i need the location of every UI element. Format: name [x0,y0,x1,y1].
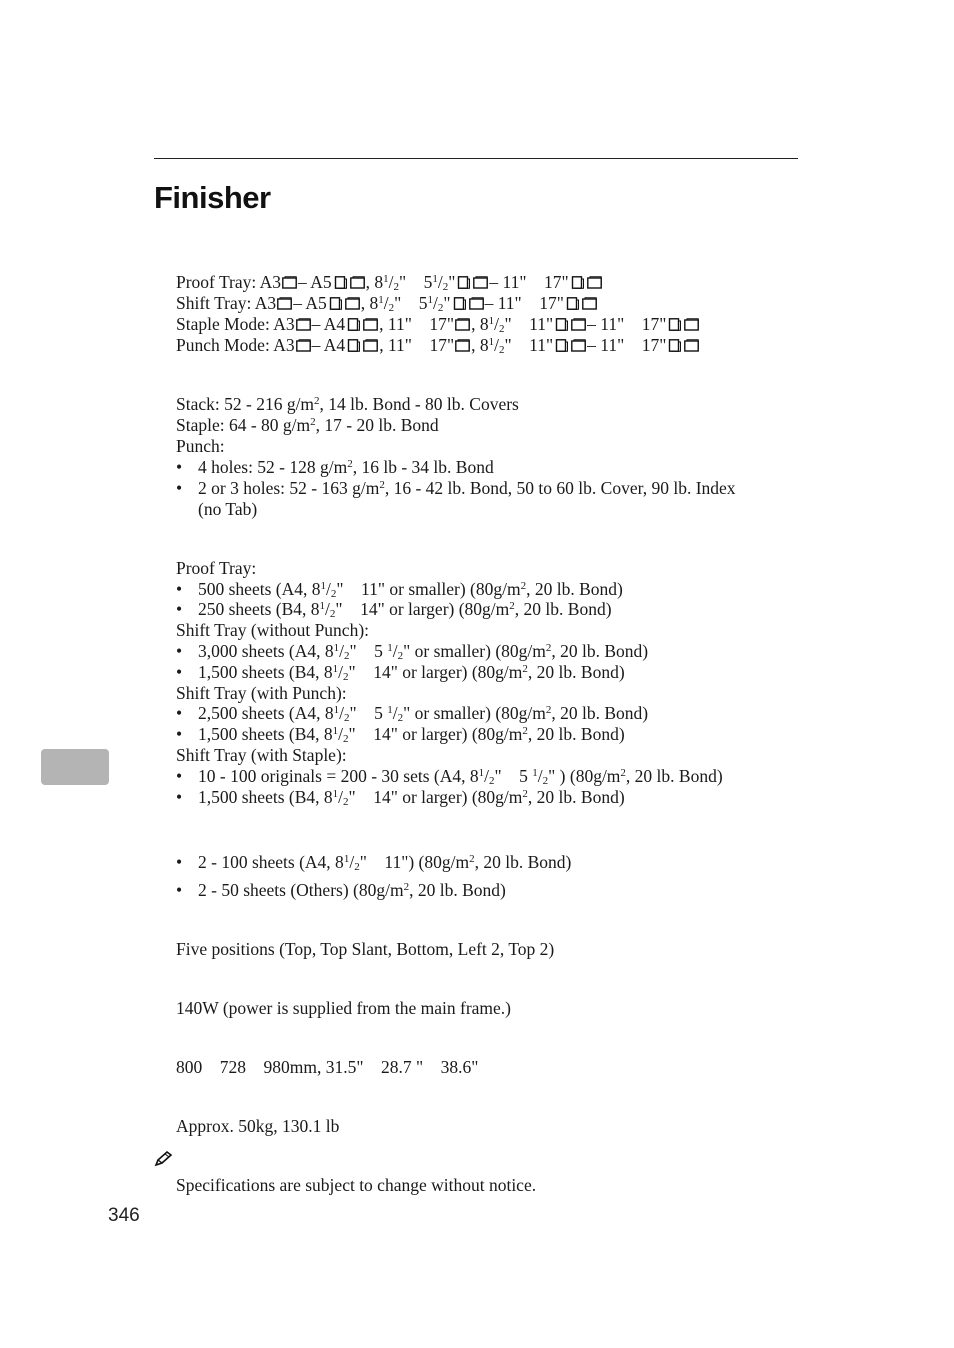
list-item: • 3,000 sheets (A4, $8^1/_2$" 5 $^1/_2$" or smaller) ($80g/m^2$, 20 lb. Bond) [176,641,649,662]
landscape-paper-icon [282,276,297,289]
page-title: Finisher [154,180,271,215]
list-item: • 10 - 100 originals = 200 - 30 sets (A4, $8^1/_2$" 5 $^1/_2$" ) ($80g/m^2$, 20 lb. Bond) [176,766,723,787]
capacity-shift-staple-label: Shift Tray (with Staple): [176,745,347,765]
landscape-paper-icon [363,339,378,352]
landscape-paper-icon [469,297,484,310]
capacity-shift-punch-label: Shift Tray (with Punch): [176,683,347,703]
landscape-paper-icon [277,297,292,310]
list-item: • 1,500 sheets (B4, $8^1/_2$" 14" or larger) ($80g/m^2$, 20 lb. Bond) [176,724,625,745]
weight-staple: Staple: 64 - 80 $g/m^2$, 17 - 20 lb. Bond [176,415,439,435]
list-item-continuation: (no Tab) [198,499,258,519]
portrait-paper-icon [667,339,682,352]
landscape-paper-icon [350,276,365,289]
paper-size-staple-mode: Staple Mode: A3 – A4 , 11" 17" , $8^1/_2$" 11" – 11" 17" [176,314,700,335]
landscape-paper-icon [296,339,311,352]
chapter-tab [41,749,109,785]
portrait-paper-icon [346,339,361,352]
landscape-paper-icon [684,318,699,331]
landscape-paper-icon [587,276,602,289]
landscape-paper-icon [363,318,378,331]
portrait-paper-icon [346,318,361,331]
portrait-paper-icon [667,318,682,331]
list-item: • 2 - 50 sheets (Others) ($80g/m^2$, 20 lb. Bond) [176,880,506,900]
portrait-paper-icon [554,318,569,331]
weight-punch-label: Punch: [176,436,225,456]
landscape-paper-icon [345,297,360,310]
header-rule [154,158,798,159]
landscape-paper-icon [571,339,586,352]
dimensions-text: 800 728 980mm, 31.5" 28.7 " 38.6" [176,1057,479,1077]
list-item: • 2,500 sheets (A4, $8^1/_2$" 5 $^1/_2$" or smaller) ($80g/m^2$, 20 lb. Bond) [176,703,649,724]
portrait-paper-icon [570,276,585,289]
list-item: • 2 - 100 sheets (A4, $8^1/_2$" 11") ($80g/m^2$, 20 lb. Bond) [176,852,572,873]
portrait-paper-icon [452,297,467,310]
capacity-shift-no-punch-label: Shift Tray (without Punch): [176,620,370,640]
list-item: • 1,500 sheets (B4, $8^1/_2$" 14" or larger) ($80g/m^2$, 20 lb. Bond) [176,662,625,683]
power-text: 140W (power is supplied from the main frame.) [176,998,512,1018]
capacity-proof-label: Proof Tray: [176,558,257,578]
staple-position-text: Five positions (Top, Top Slant, Bottom, Left 2, Top 2) [176,939,555,959]
portrait-paper-icon [456,276,471,289]
weight-text: Approx. 50kg, 130.1 lb [176,1116,340,1136]
landscape-paper-icon [296,318,311,331]
list-item: • 2 or 3 holes: 52 - 163 $g/m^2$, 16 - 42 lb. Bond, 50 to 60 lb. Cover, 90 lb. Index [176,478,736,498]
landscape-paper-icon [571,318,586,331]
paper-size-shift-tray: Shift Tray: A3 – A5 , $8^1/_2$" $5^1/_2$" – 11" 17" [176,293,598,314]
list-item: • 250 sheets (B4, $8^1/_2$" 14" or larger) ($80g/m^2$, 20 lb. Bond) [176,599,612,620]
landscape-paper-icon [455,318,470,331]
list-item: • 4 holes: 52 - 128 $g/m^2$, 16 lb - 34 lb. Bond [176,457,494,477]
list-item: • 500 sheets (A4, $8^1/_2$" 11" or smaller) ($80g/m^2$, 20 lb. Bond) [176,579,623,600]
paper-size-proof-tray: Proof Tray: A3 – A5 , $8^1/_2$" $5^1/_2$" – 11" 17" [176,272,603,293]
landscape-paper-icon [473,276,488,289]
landscape-paper-icon [455,339,470,352]
note-text: Specifications are subject to change without notice. [176,1175,537,1195]
landscape-paper-icon [684,339,699,352]
portrait-paper-icon [565,297,580,310]
list-item: • 1,500 sheets (B4, $8^1/_2$" 14" or larger) ($80g/m^2$, 20 lb. Bond) [176,787,625,808]
page-number: 346 [108,1205,140,1226]
weight-stack: Stack: 52 - 216 $g/m^2$, 14 lb. Bond - 80 lb. Covers [176,394,519,414]
paper-size-punch-mode: Punch Mode: A3 – A4 , 11" 17" , $8^1/_2$" 11" – 11" 17" [176,335,700,356]
note-pencil-icon [154,1150,174,1168]
landscape-paper-icon [582,297,597,310]
portrait-paper-icon [328,297,343,310]
portrait-paper-icon [554,339,569,352]
portrait-paper-icon [333,276,348,289]
